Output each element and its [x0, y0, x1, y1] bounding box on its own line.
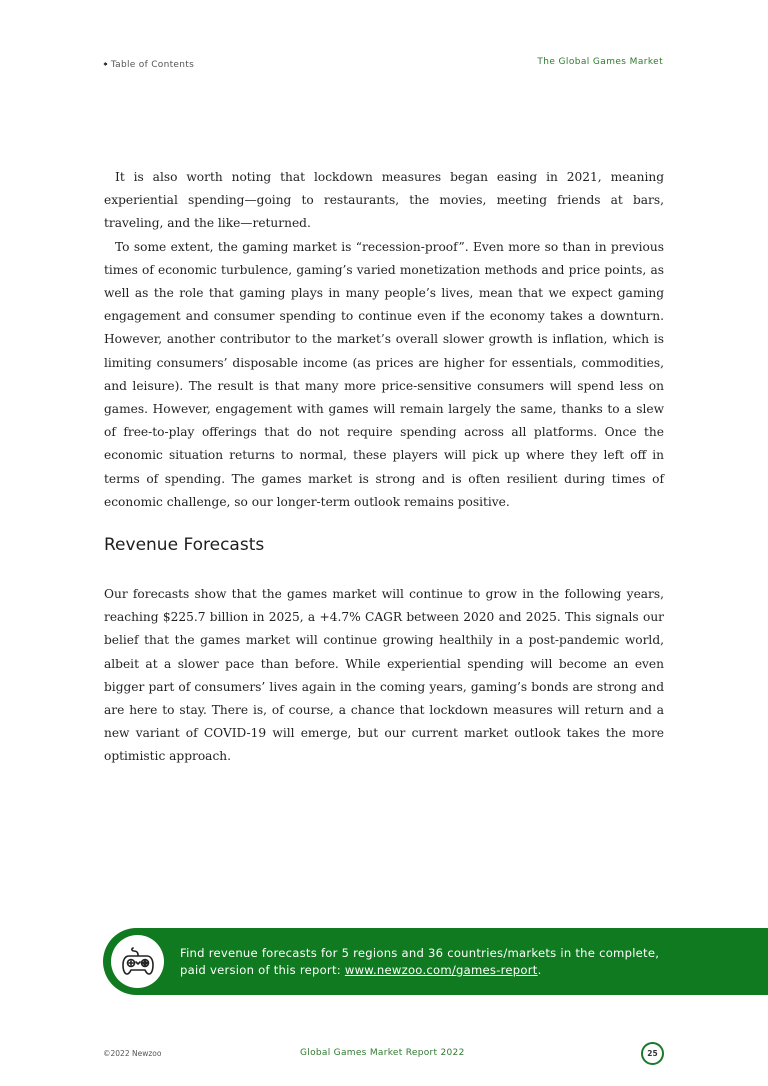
banner-icon-circle: [111, 935, 164, 988]
page-number: 25: [641, 1042, 664, 1065]
toc-link-label: Table of Contents: [110, 60, 195, 70]
gamepad-icon: [121, 947, 155, 977]
banner-line-1: Find revenue forecasts for 5 regions and 36 countries/markets in the complete,: [180, 946, 660, 960]
body-text: [104, 166, 664, 514]
report-title: Global Games Market Report 2022: [300, 1048, 465, 1058]
banner-line-2-prefix: paid version of this report:: [180, 963, 345, 977]
paragraph-forecast: Our forecasts show that the games market will continue to grow in the following years, reaching $225.7 billion in 2025, a +4.7% CAGR between 2020 and 2025. This signals our belief that the games market will continue growing healthily in a post-pandemic world, albeit at a slower pace than before. While experiential spending will become an even bigger part of consumers’ lives again in the coming years, gaming’s bonds are strong and are here to stay. There is, of course, a chance that lockdown measures will return and a new variant of COVID-19 will emerge, but our current market outlook takes the more optimistic approach.: [104, 587, 664, 764]
section-heading-revenue-forecasts: Revenue Forecasts: [104, 535, 265, 555]
banner-line-2-suffix: .: [537, 963, 542, 977]
banner-line-2: [180, 962, 659, 979]
arrow-left-icon: 🠸: [103, 60, 108, 70]
report-callout-banner: [103, 928, 768, 995]
table-of-contents-link[interactable]: [103, 57, 194, 73]
forecast-text: [104, 583, 664, 769]
paragraph-lockdown: It is also worth noting that lockdown measures began easing in 2021, meaning experiential spending—going to restaurants, the movies, meeting friends at bars, traveling, and the like—returned.: [104, 170, 664, 231]
report-link[interactable]: www.newzoo.com/games-report: [344, 963, 538, 977]
paragraph-recession-proof: To some extent, the gaming market is “recession-proof”. Even more so than in previous times of economic turbulence, gaming’s varied monetization methods and price points, as well as the role that gaming plays in many people’s lives, mean that we expect gaming engagement and consumer spending to continue even if the economy takes a downturn. However, another contributor to the market’s overall slower growth is inflation, which is limiting consumers’ disposable income (as prices are higher for essentials, commodities, and leisure). The result is that many more price-sensitive consumers will spend less on games. However, engagement with games will remain largely the same, thanks to a slew of free-to-play offerings that do not require spending across all platforms. Once the economic situation returns to normal, these players will pick up where they left off in terms of spending. The games market is strong and is often resilient during times of economic challenge, so our longer-term outlook remains positive.: [104, 239, 664, 509]
copyright: ©2022 Newzoo: [103, 1049, 162, 1058]
banner-text: [180, 945, 659, 979]
section-header-title: The Global Games Market: [537, 57, 663, 67]
